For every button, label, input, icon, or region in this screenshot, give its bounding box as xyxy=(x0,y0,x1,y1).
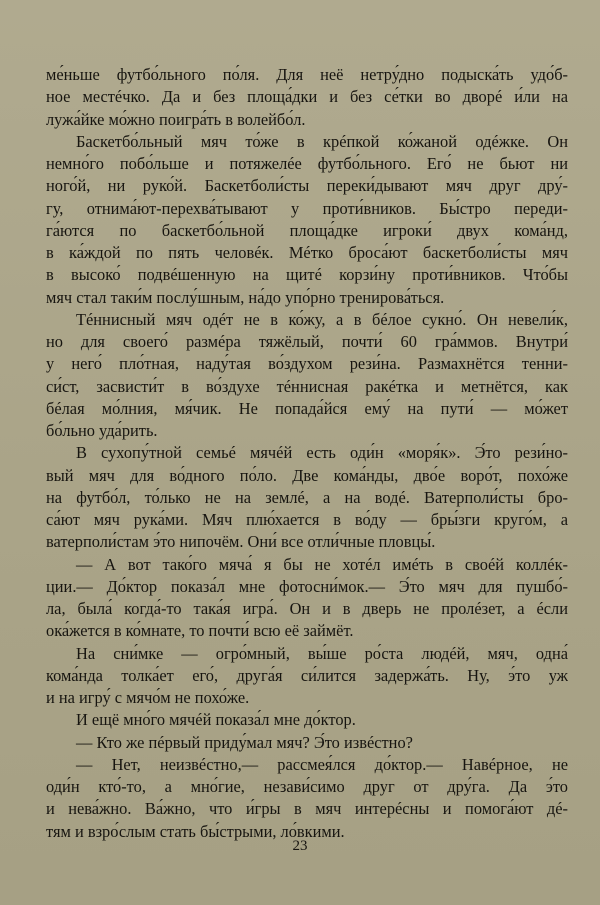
text-line: си́ст, засвисти́т в во́здухе тéннисная ракéтка и метнётся, как xyxy=(46,376,568,396)
text-line: ции.— До́ктор показа́л мне фотосни́мок.— Э́то мяч для пушбо́- xyxy=(46,576,568,596)
text-line: на футбо́л, то́лько не на землé, а на водé. Ватерполи́сты бро- xyxy=(46,487,568,507)
text-line: — Кто же пéрвый приду́мал мяч? Э́то извéстно? xyxy=(76,732,413,752)
text-line: На сни́мке — огро́мный, вы́ше ро́ста людéй, мяч, одна́ xyxy=(76,643,568,663)
text-line: у него́ пло́тная, наду́тая во́здухом рези́на. Размахнётся тенни- xyxy=(46,354,568,374)
text-line: ватерполи́стам э́то нипочём. Они́ все отли́чные пловцы́. xyxy=(46,532,436,552)
text-line: но для своего́ размéра тяжёлый, почти́ 60 гра́ммов. Внутри́ xyxy=(46,332,568,351)
text-line: ока́жется в ко́мнате, то почти́ всю её займёт. xyxy=(46,621,354,641)
text-line: гу, отнима́ют-перехва́тывают у проти́вников. Бы́стро переди- xyxy=(46,198,568,218)
text-line: ного́й, ни руко́й. Баскетболи́сты переки́дывают мяч друг дру́- xyxy=(46,176,568,196)
text-line: и нева́жно. Ва́жно, что и́гры в мяч интерéсны и помога́ют дé- xyxy=(46,799,568,819)
text-line: И ещё мно́го мячéй показа́л мне до́ктор. xyxy=(76,710,356,730)
text-line: бéлая мо́лния, мя́чик. Не попада́йся ему́ на пути́ — мо́жет xyxy=(46,398,568,418)
text-line: са́ют мяч рука́ми. Мяч плю́хается в во́ду — бры́зги круго́м, а xyxy=(46,510,568,529)
text-line: кома́нда толка́ет его́, друга́я си́лится задержа́ть. Ну, э́то уж xyxy=(46,665,568,685)
text-line: вый мяч для во́дного по́ло. Две кома́нды, дво́е воро́т, похо́же xyxy=(46,465,568,485)
text-line: немно́го побо́льше и потяжелéе футбо́льного. Его́ не бьют ни xyxy=(46,154,568,173)
text-line: мяч стал таки́м послу́шным, на́до упо́рно тренирова́ться. xyxy=(46,287,445,307)
text-line: ла, была́ когда́-то така́я игра́. Он и в дверь не пролéзет, а éсли xyxy=(46,599,568,618)
page-number: 23 xyxy=(292,838,308,854)
text-line: Тéннисный мяч одéт не в ко́жу, а в бéлое сукно́. Он невели́к, xyxy=(76,309,568,329)
text-line: тям и взро́слым стать бы́стрыми, ло́вкими. xyxy=(46,821,345,841)
text-line: бо́льно уда́рить. xyxy=(46,421,158,440)
text-line: в высоко́ подвéшенную на щитé корзи́ну проти́вников. Что́бы xyxy=(46,265,568,285)
text-line: и на игру́ с мячо́м не похо́же. xyxy=(46,688,250,707)
text-line: оди́н кто́-то, а мно́гие, незави́симо друг от дру́га. Да э́то xyxy=(46,777,568,796)
text-line: ное местéчко. Да и без площа́дки и без се́тки во дворé и́ли на xyxy=(46,87,568,107)
text-line: — Нет, неизвéстно,— рассмея́лся до́ктор.— Навéрное, не xyxy=(76,754,568,774)
text-line: лужа́йке мо́жно поигра́ть в волейбо́л. xyxy=(46,109,306,129)
text-line: В сухопу́тной семьé мячéй есть оди́н «моря́к». Э́то рези́но- xyxy=(76,443,568,463)
text-line: — А вот тако́го мяча́ я бы не хотéл имéть в своéй коллéк- xyxy=(76,554,568,574)
text-line: ме́ньше футбо́льного по́ля. Для неё нетру́дно подыска́ть удо́б- xyxy=(46,65,568,84)
text-line: Баскетбо́льный мяч то́же в крéпкой ко́жаной одéжке. Он xyxy=(76,131,568,151)
text-line: га́ются по баскетбо́льной площа́дке игроки́ двух кома́нд, xyxy=(46,220,568,240)
text-line: в ка́ждой по пять человéк. Мéтко броса́ют баскетболи́сты мяч xyxy=(46,243,568,262)
body-text xyxy=(46,64,568,843)
